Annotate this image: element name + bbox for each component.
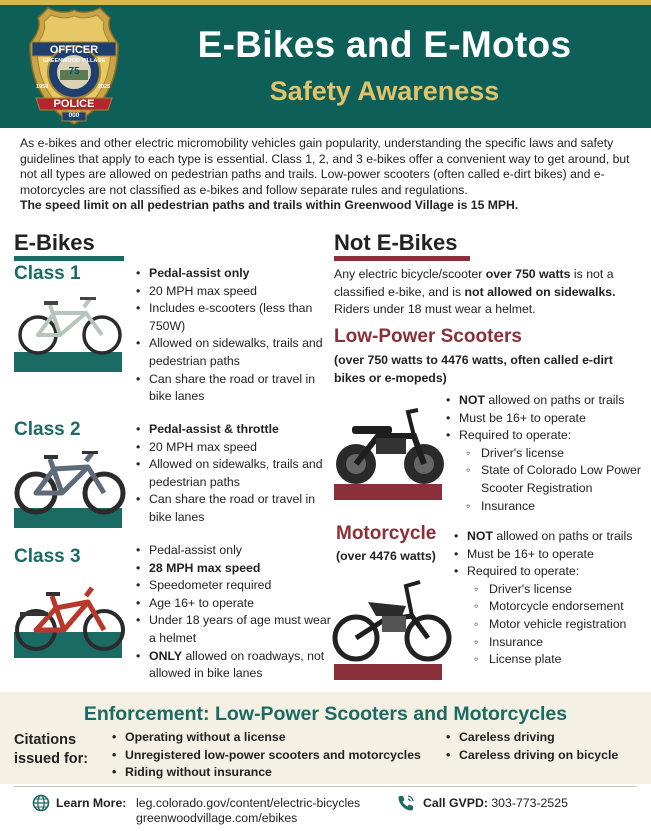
badge-ring-text: GREENWOOD VILLAGE (42, 58, 106, 64)
list-item: • Speedometer required (136, 577, 334, 595)
class2-bullets (136, 421, 334, 527)
motorcycle-bullets (454, 528, 649, 669)
phone-number[interactable]: 303-773-2525 (487, 796, 568, 810)
class1-bike-image (14, 295, 126, 357)
list-item: ◦ State of Colorado Low Power Scooter Registration (446, 462, 646, 497)
intro-text: As e-bikes and other electric micromobility vehicles gain popularity, understanding the specific laws and safety guidelines that apply to each type is essential. Class 1, 2, and 3 e-bikes offer a convenient way to get around, but not all types are allowed on pedestrian paths and trails. Low-power scooters (often called e-dirt bikes) and e-motorcycles are not classified as e-bikes and follow separate rules and regulations. (20, 136, 630, 197)
list-item: ◦ Insurance (446, 498, 646, 516)
not-ebikes-heading-bar (334, 256, 470, 261)
list-item: • NOT allowed on paths or trails (454, 528, 649, 546)
class3-bullets (136, 542, 334, 683)
class3-bike-image (12, 586, 128, 652)
citations-label: Citations issued for: (14, 732, 89, 767)
list-item: • Can share the road or travel in bike lanes (136, 371, 334, 406)
list-item: • Careless driving (446, 729, 646, 747)
class1-label: Class 1 (14, 263, 81, 284)
motorcycle-image (332, 576, 452, 666)
badge-year-left: 1950 (36, 84, 49, 90)
list-item: • NOT allowed on paths or trails (446, 392, 646, 410)
ebikes-heading-bar (14, 256, 124, 261)
motorcycle-subheading: (over 4476 watts) (336, 549, 436, 563)
list-item: • Operating without a license (112, 729, 442, 747)
citations-list-left (112, 729, 442, 782)
list-item: • 28 MPH max speed (136, 560, 334, 578)
list-item: • Pedal-assist only (136, 542, 334, 560)
footer-divider (14, 786, 637, 787)
list-item: ◦ Driver's license (454, 581, 649, 599)
list-item: ◦ Driver's license (446, 445, 646, 463)
list-item: • Includes e-scooters (less than 750W) (136, 300, 334, 335)
ebikes-heading: E-Bikes (14, 230, 95, 255)
class2-bike-image (12, 451, 128, 515)
list-item: • Required to operate: (446, 427, 646, 445)
list-item: ◦ Motorcycle endorsement (454, 598, 649, 616)
scooter-image (332, 406, 448, 490)
list-item: • ONLY allowed on roadways, not allowed in bike lanes (136, 648, 334, 683)
list-item: ◦ Motor vehicle registration (454, 616, 649, 634)
globe-icon (32, 794, 50, 812)
list-item: • Allowed on sidewalks, trails and pedestrian paths (136, 335, 334, 370)
list-item: • Can share the road or travel in bike lanes (136, 491, 334, 526)
list-item: • Pedal-assist only (136, 265, 334, 283)
motorcycle-image-bar (334, 664, 442, 680)
badge-code-text: 000 (68, 112, 80, 119)
list-item: • Must be 16+ to operate (446, 410, 646, 428)
list-item: • 20 MPH max speed (136, 283, 334, 301)
call-label: Call GVPD: (423, 796, 488, 810)
scooters-subheading: (over 750 watts to 4476 watts, often called e-dirt bikes or e-mopeds) (334, 353, 613, 385)
list-item: • 20 MPH max speed (136, 439, 334, 457)
badge-year-right: 2025 (98, 84, 111, 90)
badge-police-text: POLICE (53, 98, 95, 110)
enforcement-title: Enforcement: Low-Power Scooters and Motorcycles (83, 703, 568, 725)
list-item: ◦ License plate (454, 651, 649, 669)
scooter-bullets (446, 392, 646, 515)
phone-icon (396, 793, 416, 813)
badge-officer-text: OFFICER (49, 44, 99, 56)
citations-list-right (446, 729, 646, 764)
list-item: • Unregistered low-power scooters and motorcycles (112, 747, 442, 765)
list-item: • Pedal-assist & throttle (136, 421, 334, 439)
badge-number-text: 75 (68, 66, 80, 77)
class3-label: Class 3 (14, 546, 81, 567)
list-item: • Must be 16+ to operate (454, 546, 649, 564)
class1-bullets (136, 265, 334, 406)
class2-label: Class 2 (14, 419, 81, 440)
list-item: • Riding without insurance (112, 764, 442, 782)
list-item: ◦ Insurance (454, 634, 649, 652)
not-ebikes-heading: Not E-Bikes (334, 230, 458, 255)
learn-more-link-2[interactable]: greenwoodvillage.com/ebikes (136, 811, 298, 825)
motorcycle-heading: Motorcycle (336, 523, 437, 544)
learn-more-label: Learn More: (56, 796, 127, 810)
list-item: • Required to operate: (454, 563, 649, 581)
page-title: E-Bikes and E-Motos (197, 24, 572, 65)
list-item: • Careless driving on bicycle (446, 747, 646, 765)
list-item: • Age 16+ to operate (136, 595, 334, 613)
scooters-heading: Low-Power Scooters (334, 326, 522, 347)
intro-speed-limit: The speed limit on all pedestrian paths and trails within Greenwood Village is 15 MPH. (20, 198, 519, 213)
learn-more-link-1[interactable]: leg.colorado.gov/content/electric-bicycles (136, 796, 361, 810)
page-subtitle: Safety Awareness (269, 76, 500, 106)
intro-paragraph (20, 136, 632, 214)
list-item: • Allowed on sidewalks, trails and pedestrian paths (136, 456, 334, 491)
call-gvpd (423, 796, 568, 812)
list-item: • Under 18 years of age must wear a helmet (136, 612, 334, 647)
not-ebikes-intro: Any electric bicycle/scooter over 750 watts is not a classified e-bike, and is not allowed on sidewalks. Riders under 18 must wear a helmet. (334, 267, 616, 317)
